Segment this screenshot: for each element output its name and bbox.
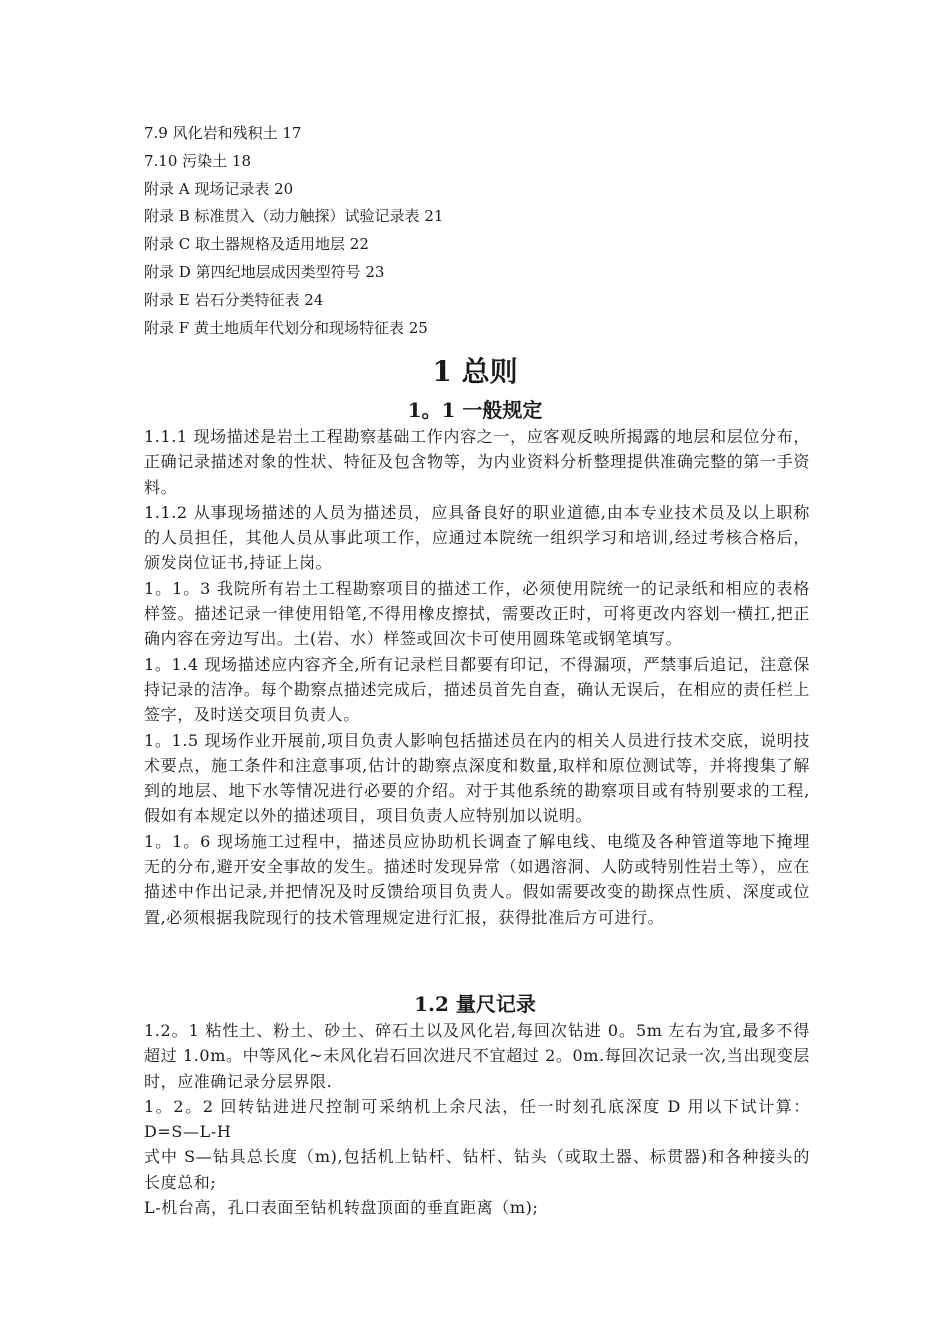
paragraph: 1。1。6 现场施工过程中，描述员应协助机长调查了解电线、电缆及各种管道等地下掩埋无的分布,避开安全事故的发生。描述时发现异常（如遇溶洞、人防或特别性岩土等），应在描述中作出记录,并把情况及时反馈给项目负责人。假如需要改变的勘探点性质、深度或位置,必须根据我院现行的技术管理规定进行汇报，获得批准后方可进行。 — [144, 831, 810, 927]
paragraph: 1。1.5 现场作业开展前,项目负责人影响包括描述员在内的相关人员进行技术交底，说明技术要点，施工条件和注意事项,估计的勘察点深度和数量,取样和原位测试等，并将搜集了解到的地层、地下水等情况进行必要的介绍。对于其他系统的勘察项目或有特别要求的工程,假如有本规定以外的描述项目，项目负责人应特别加以说明。 — [144, 730, 810, 826]
paragraph: 1.1.2 从事现场描述的人员为描述员，应具备良好的职业道德,由本专业技术员及以上职称的人员担任，其他人员从事此项工作，应通过本院统一组织学习和培训,经过考核合格后，颁发岗位证书,持证上岗。 — [144, 502, 810, 573]
chapter-title: 1 总则 — [432, 355, 518, 388]
toc-entry: 附录 C 取土器规格及适用地层 22 — [144, 235, 369, 254]
paragraph: 1。2。2 回转钻进进尺控制可采纳机上余尺法，任一时刻孔底深度 D 用以下试计算：D=S—L-H — [144, 1096, 810, 1142]
toc-entry: 附录 F 黄土地质年代划分和现场特征表 25 — [144, 318, 428, 337]
table-of-contents — [144, 120, 804, 342]
paragraph: 1。1.4 现场描述应内容齐全,所有记录栏目都要有印记，不得漏项，严禁事后追记，注意保持记录的洁净。每个勘察点描述完成后，描述员首先自查，确认无误后，在相应的责任栏上签字，及时送交项目负责人。 — [144, 654, 810, 725]
toc-entry: 附录 D 第四纪地层成因类型符号 23 — [144, 262, 385, 281]
section-body — [144, 424, 810, 930]
section-body — [144, 1018, 810, 1220]
paragraph: L-机台高，孔口表面至钻机转盘顶面的垂直距离（m); — [144, 1198, 539, 1218]
paragraph: 式中 S—钻具总长度（m),包括机上钻杆、钻杆、钻头（或取土器、标贯器)和各种接头的长度总和; — [144, 1147, 810, 1192]
section-title: 1.2 量尺记录 — [414, 992, 536, 1016]
toc-entry: 附录 B 标准贯入（动力触探）试验记录表 21 — [144, 207, 444, 226]
toc-entry: 附录 A 现场记录表 20 — [144, 179, 294, 198]
paragraph: 1.2。1 粘性土、粉土、砂土、碎石土以及风化岩,每回次钻进 0。5m 左右为宜,最多不得超过 1.0m。中等风化~未风化岩石回次进尺不宜超过 2。0m.每回次记录一次,当出现变层时，应准确记录分层界限. — [144, 1021, 810, 1091]
section-title: 1。1 一般规定 — [407, 398, 543, 422]
toc-entry: 7.10 污染土 18 — [144, 151, 252, 170]
toc-entry: 附录 E 岩石分类特征表 24 — [144, 290, 324, 309]
paragraph: 1.1.1 现场描述是岩土工程勘察基础工作内容之一，应客观反映所揭露的地层和层位分布，正确记录描述对象的性状、特征及包含物等，为内业资料分析整理提供准确完整的第一手资料。 — [144, 427, 810, 497]
toc-entry: 7.9 风化岩和残积土 17 — [144, 124, 302, 142]
paragraph: 1。1。3 我院所有岩土工程勘察项目的描述工作，必须使用院统一的记录纸和相应的表格样签。描述记录一律使用铅笔,不得用橡皮擦拭，需要改正时，可将更改内容划一横扛,把正确内容在旁边写出。土(岩、水）样签或回次卡可使用圆珠笔或钢笔填写。 — [144, 578, 810, 649]
